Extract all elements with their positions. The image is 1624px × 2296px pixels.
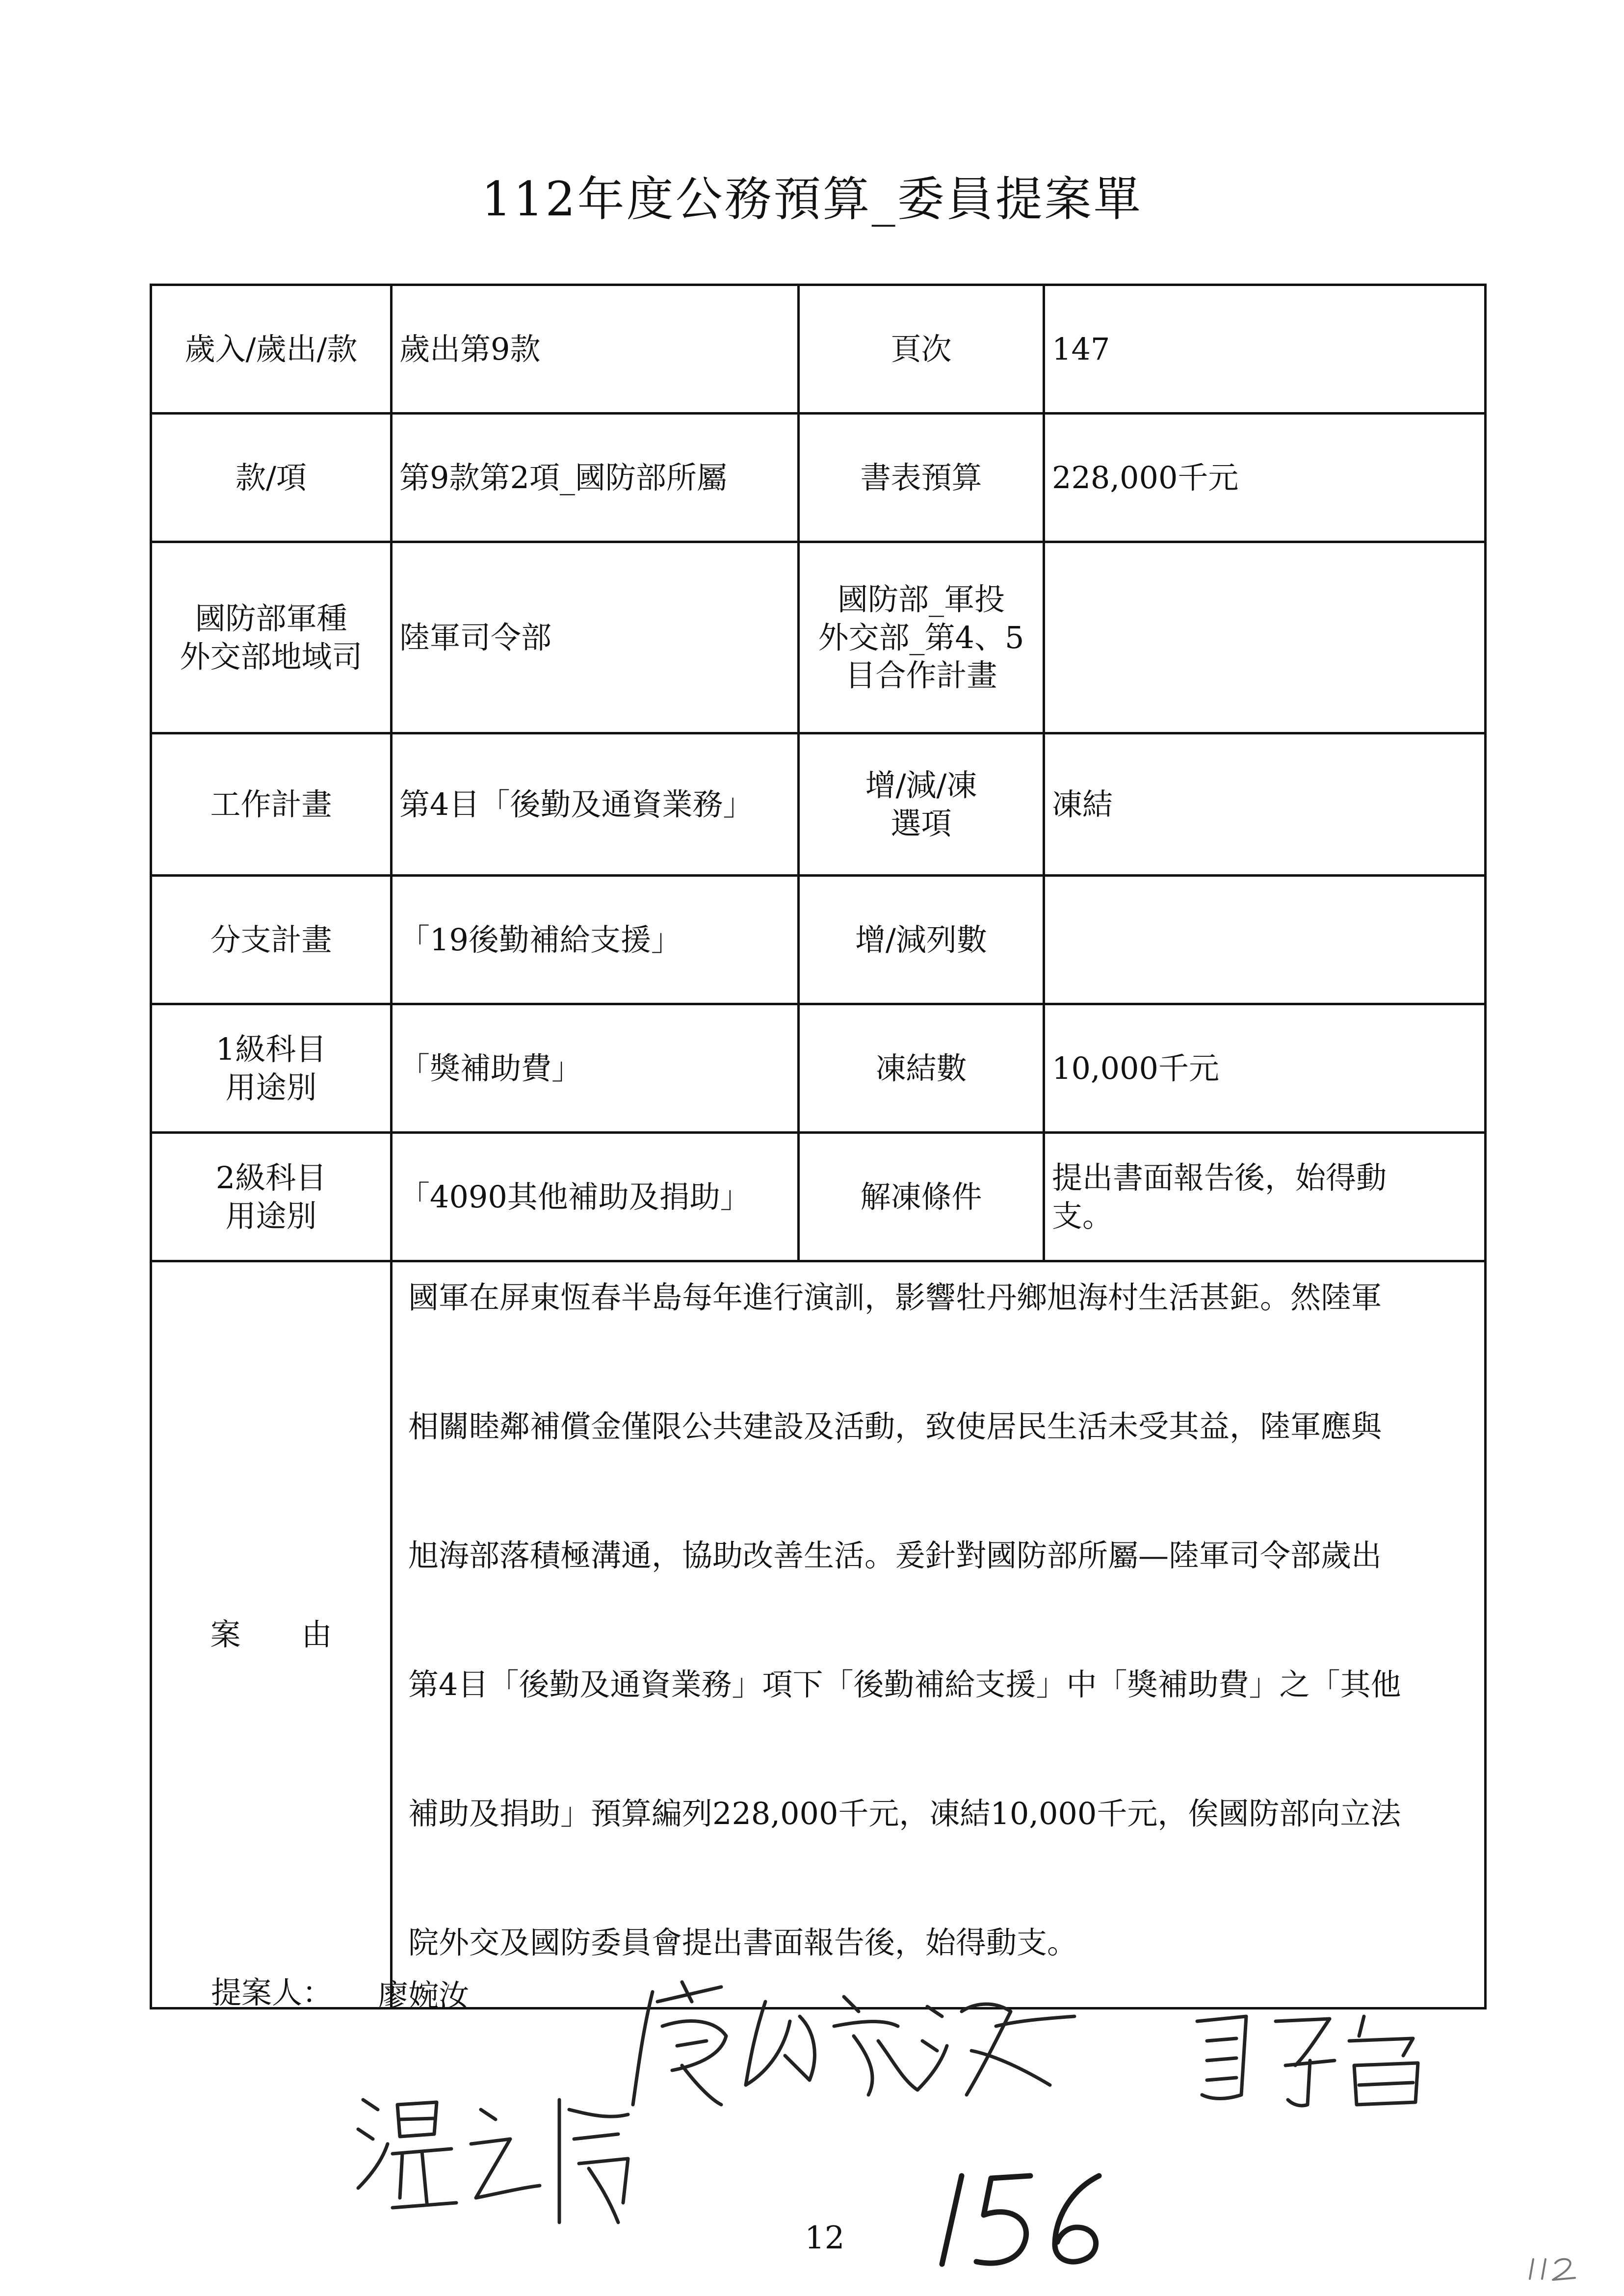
table-row <box>151 542 1486 733</box>
page-number: 12 <box>805 2220 845 2256</box>
field-label <box>151 542 392 733</box>
label-line: 增/減/凍 <box>865 767 977 803</box>
reason-line: 國軍在屏東恆春半島每年進行演訓，影響牡丹鄉旭海村生活甚鉅。然陸軍 <box>408 1279 1382 1315</box>
proposer-name: 廖婉汝 <box>378 1978 470 2013</box>
reason-label: 案 由 <box>151 1261 392 2009</box>
reason-line: 院外交及國防委員會提出書面報告後，始得動支。 <box>408 1925 1078 1960</box>
field-value: 「4090其他補助及捐助」 <box>392 1133 799 1261</box>
proposer-label: 提案人： <box>211 1975 333 2010</box>
field-label: 解凍條件 <box>799 1133 1044 1261</box>
field-value: 第9款第2項_國防部所屬 <box>392 414 799 542</box>
reason-cell <box>392 1261 1486 2009</box>
reason-text <box>399 1233 1477 2007</box>
handwritten-signature-wen <box>353 2080 667 2237</box>
label-line: 用途別 <box>225 1198 317 1234</box>
label-line: 目合作計畫 <box>845 657 997 694</box>
label-line: 選項 <box>891 805 952 841</box>
reason-line: 第4目「後勤及通資業務」項下「後勤補給支援」中「獎補助費」之「其他 <box>408 1667 1401 1702</box>
table-row <box>151 1004 1486 1133</box>
proposal-form-table <box>150 284 1487 2009</box>
field-label <box>799 542 1044 733</box>
table-row <box>151 414 1486 542</box>
field-value: 陸軍司令部 <box>392 542 799 733</box>
field-label: 凍結數 <box>799 1004 1044 1133</box>
reason-line: 補助及捐助」預算編列228,000千元，凍結10,000千元，俟國防部向立法 <box>408 1796 1401 1831</box>
field-label: 工作計畫 <box>151 733 392 876</box>
value-line: 支。 <box>1052 1198 1113 1234</box>
reason-line: 旭海部落積極溝通，協助改善生活。爰針對國防部所屬—陸軍司令部歲出 <box>408 1538 1382 1573</box>
reason-line: 相關睦鄰補償金僅限公共建設及活動，致使居民生活未受其益，陸軍應與 <box>408 1409 1382 1444</box>
handwritten-signature-ma <box>1187 2002 1442 2114</box>
field-label: 增/減列數 <box>799 876 1044 1004</box>
reason-row <box>151 1261 1486 2009</box>
field-value: 「19後勤補給支援」 <box>392 876 799 1004</box>
field-label <box>151 1004 392 1133</box>
value-line: 提出書面報告後，始得動 <box>1052 1160 1387 1196</box>
field-value: 第4目「後勤及通資業務」 <box>392 733 799 876</box>
field-label <box>151 1133 392 1261</box>
field-value: 凍結 <box>1044 733 1486 876</box>
field-label: 分支計畫 <box>151 876 392 1004</box>
field-label: 款/項 <box>151 414 392 542</box>
label-line: 外交部_第4、5 <box>818 619 1024 655</box>
field-value <box>1044 876 1486 1004</box>
label-line: 外交部地域司 <box>180 638 363 675</box>
field-value <box>1044 542 1486 733</box>
field-value: 10,000千元 <box>1044 1004 1486 1133</box>
field-value: 歲出第9款 <box>392 285 799 414</box>
form-title: 112年度公務預算_委員提案單 <box>481 172 1143 227</box>
field-label: 書表預算 <box>799 414 1044 542</box>
field-value: 228,000千元 <box>1044 414 1486 542</box>
handwritten-signature-liao <box>623 1972 1094 2119</box>
table-row <box>151 876 1486 1004</box>
label-line: 國防部_軍投 <box>837 581 1005 618</box>
field-value: 「獎補助費」 <box>392 1004 799 1133</box>
field-label: 頁次 <box>799 285 1044 414</box>
field-label: 歲入/歲出/款 <box>151 285 392 414</box>
label-line: 1級科目 <box>215 1031 327 1067</box>
handwritten-corner-note <box>1526 2254 1585 2284</box>
field-value: 147 <box>1044 285 1486 414</box>
label-line: 國防部軍種 <box>195 600 347 636</box>
table-row <box>151 285 1486 414</box>
table-row <box>151 733 1486 876</box>
handwritten-number <box>927 2156 1114 2274</box>
field-label <box>799 733 1044 876</box>
label-line: 用途別 <box>225 1069 317 1105</box>
label-line: 2級科目 <box>215 1160 327 1196</box>
